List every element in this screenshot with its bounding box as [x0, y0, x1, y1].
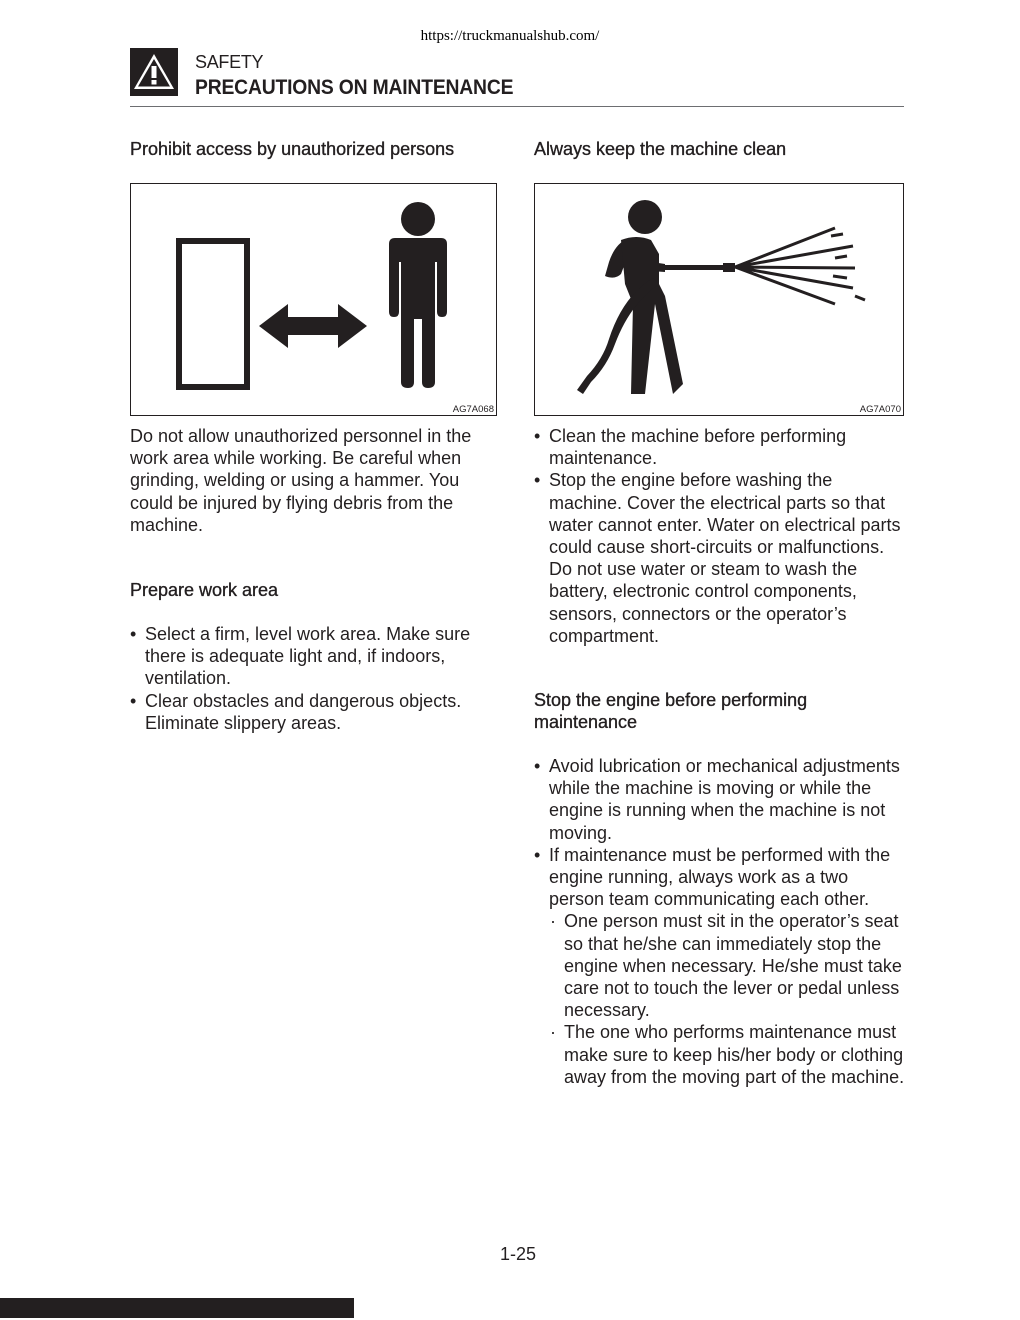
- list-item: [534, 844, 906, 1088]
- list-keep-clean: [534, 425, 906, 647]
- warning-triangle-icon: [130, 48, 178, 96]
- list-item: • Avoid lubrication or mechanical adjustments while the machine is moving or while the engine is running when the machine is not moving.: [534, 755, 906, 844]
- sub-list-item: · One person must sit in the operator’s seat so that he/she can immediately stop the engine when necessary. He/she must take care not to touch the lever or pedal unless necessary.: [549, 910, 906, 1021]
- list-prepare-work-area: [130, 623, 502, 734]
- heading-stop-engine: Stop the engine before performing maintenance: [534, 690, 808, 732]
- heading-keep-clean: Always keep the machine clean: [534, 139, 787, 159]
- pressure-washer-person-icon: [535, 184, 905, 417]
- sub-list: [549, 910, 906, 1088]
- list-item: • Clean the machine before performing maintenance.: [534, 425, 906, 469]
- restricted-area-person-icon: [131, 184, 498, 417]
- figure-pressure-washer: [534, 183, 904, 416]
- figure-restricted-area: [130, 183, 497, 416]
- figure-code: AG7A070: [859, 404, 901, 415]
- page-title: PRECAUTIONS ON MAINTENANCE: [195, 76, 514, 99]
- heading-prepare-work-area: Prepare work area: [130, 580, 279, 600]
- list-stop-engine: [534, 755, 906, 1088]
- figure-code: AG7A068: [452, 404, 494, 415]
- sub-list-item: · The one who performs maintenance must make sure to keep his/her body or clothing away from the moving part of the machine.: [549, 1021, 906, 1088]
- footer-bar: [0, 1298, 354, 1318]
- page-number: 1-25: [499, 1244, 537, 1264]
- list-item: • Stop the engine before washing the machine. Cover the electrical parts so that water cannot enter. Water on electrical parts could cause short-circuits or malfunctions. Do not use water or steam to wash the battery, electronic control components, sensors, connectors or the operator’s compartment.: [534, 469, 906, 647]
- list-item-text: If maintenance must be performed with the engine running, always work as a two person team communicating each other.: [549, 844, 891, 910]
- list-item: • Select a firm, level work area. Make sure there is adequate light and, if indoors, ventilation.: [130, 623, 502, 690]
- list-item: • Clear obstacles and dangerous objects. Eliminate slippery areas.: [130, 690, 502, 734]
- source-url[interactable]: https://truckmanualshub.com/: [420, 28, 600, 44]
- header-divider: [130, 106, 904, 107]
- section-label: SAFETY: [195, 52, 264, 72]
- paragraph-unauthorized: Do not allow unauthorized personnel in the work area while working. Be careful when grinding, welding or using a hammer. You could be injured by flying debris from the machine.: [130, 426, 472, 535]
- heading-prohibit-access: Prohibit access by unauthorized persons: [130, 139, 455, 159]
